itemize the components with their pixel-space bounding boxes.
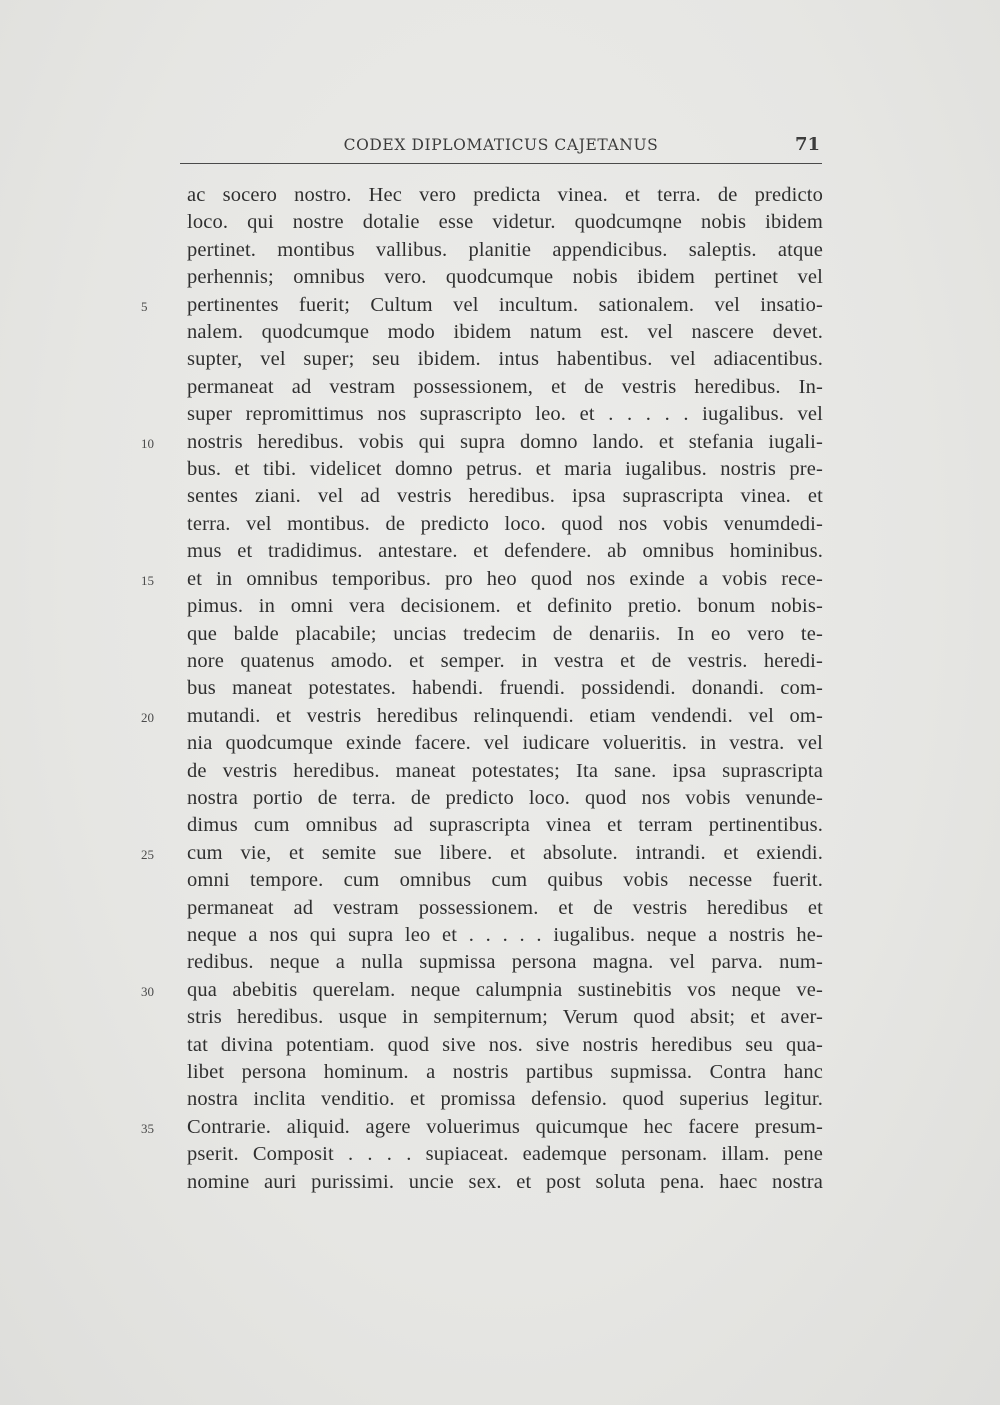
line-text: supter, vel super; seu ibidem. intus habentibus. vel adiacentibus. bbox=[187, 348, 823, 371]
line-number: 30 bbox=[141, 983, 154, 999]
text-line bbox=[187, 949, 823, 976]
line-text: neque a nos qui supra leo et . . . . . iugalibus. neque a nostris he- bbox=[187, 923, 823, 946]
header-rule bbox=[180, 163, 822, 164]
text-line bbox=[187, 922, 823, 949]
line-text: cum vie, et semite sue libere. et absolute. intrandi. et exiendi. bbox=[187, 841, 823, 864]
line-text: pertinentes fuerit; Cultum vel incultum. sationalem. vel insatio- bbox=[187, 293, 823, 316]
text-line bbox=[187, 730, 823, 757]
text-line bbox=[187, 1141, 823, 1168]
text-line bbox=[187, 1169, 823, 1196]
text-line bbox=[187, 895, 823, 922]
text-line bbox=[187, 401, 823, 428]
text-line bbox=[187, 511, 823, 538]
line-text: libet persona hominum. a nostris partibus supmissa. Contra hanc bbox=[187, 1061, 823, 1083]
line-text: tat divina potentiam. quod sive nos. sive nostris heredibus seu qua- bbox=[187, 1033, 823, 1056]
line-text: nostra portio de terra. de predicto loco. quod nos vobis venunde- bbox=[187, 786, 823, 809]
text-line bbox=[187, 593, 823, 620]
text-line bbox=[187, 1059, 823, 1086]
line-number: 15 bbox=[141, 572, 154, 588]
line-number: 10 bbox=[141, 435, 154, 451]
body-text bbox=[141, 182, 823, 1196]
text-line bbox=[141, 429, 823, 456]
page-number: 71 bbox=[794, 134, 820, 155]
text-line bbox=[187, 1004, 823, 1031]
text-line bbox=[187, 182, 823, 209]
line-text: mus et tradidimus. antestare. et defendere. ab omnibus hominibus. bbox=[187, 540, 823, 563]
text-line bbox=[187, 483, 823, 510]
line-text: ac socero nostro. Hec vero predicta vinea. et terra. de predicto bbox=[187, 184, 823, 206]
text-line bbox=[187, 812, 823, 839]
text-line bbox=[141, 292, 823, 319]
text-line bbox=[187, 346, 823, 373]
line-text: nia quodcumque exinde facere. vel iudicare volueritis. in vestra. vel bbox=[187, 732, 823, 755]
text-line bbox=[187, 648, 823, 675]
text-line bbox=[187, 209, 823, 236]
text-line bbox=[141, 703, 823, 730]
line-text: bus maneat potestates. habendi. fruendi. possidendi. donandi. com- bbox=[187, 677, 823, 700]
line-number: 25 bbox=[141, 846, 154, 862]
line-text: pimus. in omni vera decisionem. et definito pretio. bonum nobis- bbox=[187, 595, 823, 618]
line-text: pertinet. montibus vallibus. planitie appendicibus. saleptis. atque bbox=[187, 238, 823, 261]
line-number: 5 bbox=[141, 298, 148, 314]
line-text: que balde placabile; uncias tredecim de denariis. In eo vero te- bbox=[187, 622, 823, 645]
text-line bbox=[187, 785, 823, 812]
text-line bbox=[187, 621, 823, 648]
line-text: loco. qui nostre dotalie esse videtur. quodcumqne nobis ibidem bbox=[187, 211, 823, 234]
line-text: de vestris heredibus. maneat potestates; Ita sane. ipsa suprascripta bbox=[187, 759, 823, 782]
line-text: qua abebitis querelam. neque calumpnia sustinebitis vos neque ve- bbox=[187, 978, 823, 1001]
line-text: Contrarie. aliquid. agere voluerimus quicumque hec facere presum- bbox=[187, 1115, 823, 1138]
text-line bbox=[187, 1086, 823, 1113]
line-text: permaneat ad vestram possessionem, et de vestris heredibus. In- bbox=[187, 375, 823, 398]
line-text: perhennis; omnibus vero. quodcumque nobis ibidem pertinet vel bbox=[187, 266, 823, 289]
line-number: 35 bbox=[141, 1120, 154, 1136]
text-line bbox=[187, 538, 823, 565]
text-line bbox=[141, 566, 823, 593]
text-line bbox=[187, 319, 823, 346]
line-text: et in omnibus temporibus. pro heo quod nos exinde a vobis rece- bbox=[187, 567, 823, 590]
line-text: mutandi. et vestris heredibus relinquendi. etiam vendendi. vel om- bbox=[187, 704, 823, 727]
line-text: permaneat ad vestram possessionem. et de vestris heredibus et bbox=[187, 896, 823, 919]
text-line bbox=[187, 758, 823, 785]
line-text: nostris heredibus. vobis qui supra domno lando. et stefania iugali- bbox=[187, 430, 823, 453]
line-text: redibus. neque a nulla supmissa persona magna. vel parva. num- bbox=[187, 951, 823, 974]
text-line bbox=[187, 1032, 823, 1059]
line-text: sentes ziani. vel ad vestris heredibus. ipsa suprascripta vinea. et bbox=[187, 485, 823, 508]
line-text: bus. et tibi. videlicet domno petrus. et maria iugalibus. nostris pre- bbox=[187, 458, 823, 481]
line-text: dimus cum omnibus ad suprascripta vinea et terram pertinentibus. bbox=[187, 814, 823, 837]
text-line bbox=[187, 867, 823, 894]
text-line bbox=[187, 456, 823, 483]
line-text: terra. vel montibus. de predicto loco. quod nos vobis venumdedi- bbox=[187, 512, 823, 535]
line-text: nomine auri purissimi. uncie sex. et post soluta pena. haec nostra bbox=[187, 1170, 823, 1193]
text-line bbox=[187, 237, 823, 264]
line-text: nalem. quodcumque modo ibidem natum est. vel nascere devet. bbox=[187, 321, 823, 344]
line-text: pserit. Composit . . . . supiaceat. eademque personam. illam. pene bbox=[187, 1143, 823, 1166]
line-text: nostra inclita venditio. et promissa defensio. quod superius legitur. bbox=[187, 1088, 823, 1111]
running-head bbox=[180, 132, 822, 158]
line-text: nore quatenus amodo. et semper. in vestra et de vestris. heredi- bbox=[187, 649, 823, 672]
line-text: stris heredibus. usque in sempiternum; Verum quod absit; et aver- bbox=[187, 1006, 823, 1029]
text-line bbox=[187, 374, 823, 401]
text-line bbox=[141, 977, 823, 1004]
text-line bbox=[187, 264, 823, 291]
text-line bbox=[141, 1114, 823, 1141]
text-line bbox=[187, 675, 823, 702]
line-text: omni tempore. cum omnibus cum quibus vobis necesse fuerit. bbox=[187, 869, 823, 892]
running-title: CODEX DIPLOMATICUS CAJETANUS bbox=[343, 136, 659, 154]
line-text: super repromittimus nos suprascripto leo. et . . . . . iugalibus. vel bbox=[187, 403, 823, 426]
text-line bbox=[141, 840, 823, 867]
line-number: 20 bbox=[141, 709, 154, 725]
